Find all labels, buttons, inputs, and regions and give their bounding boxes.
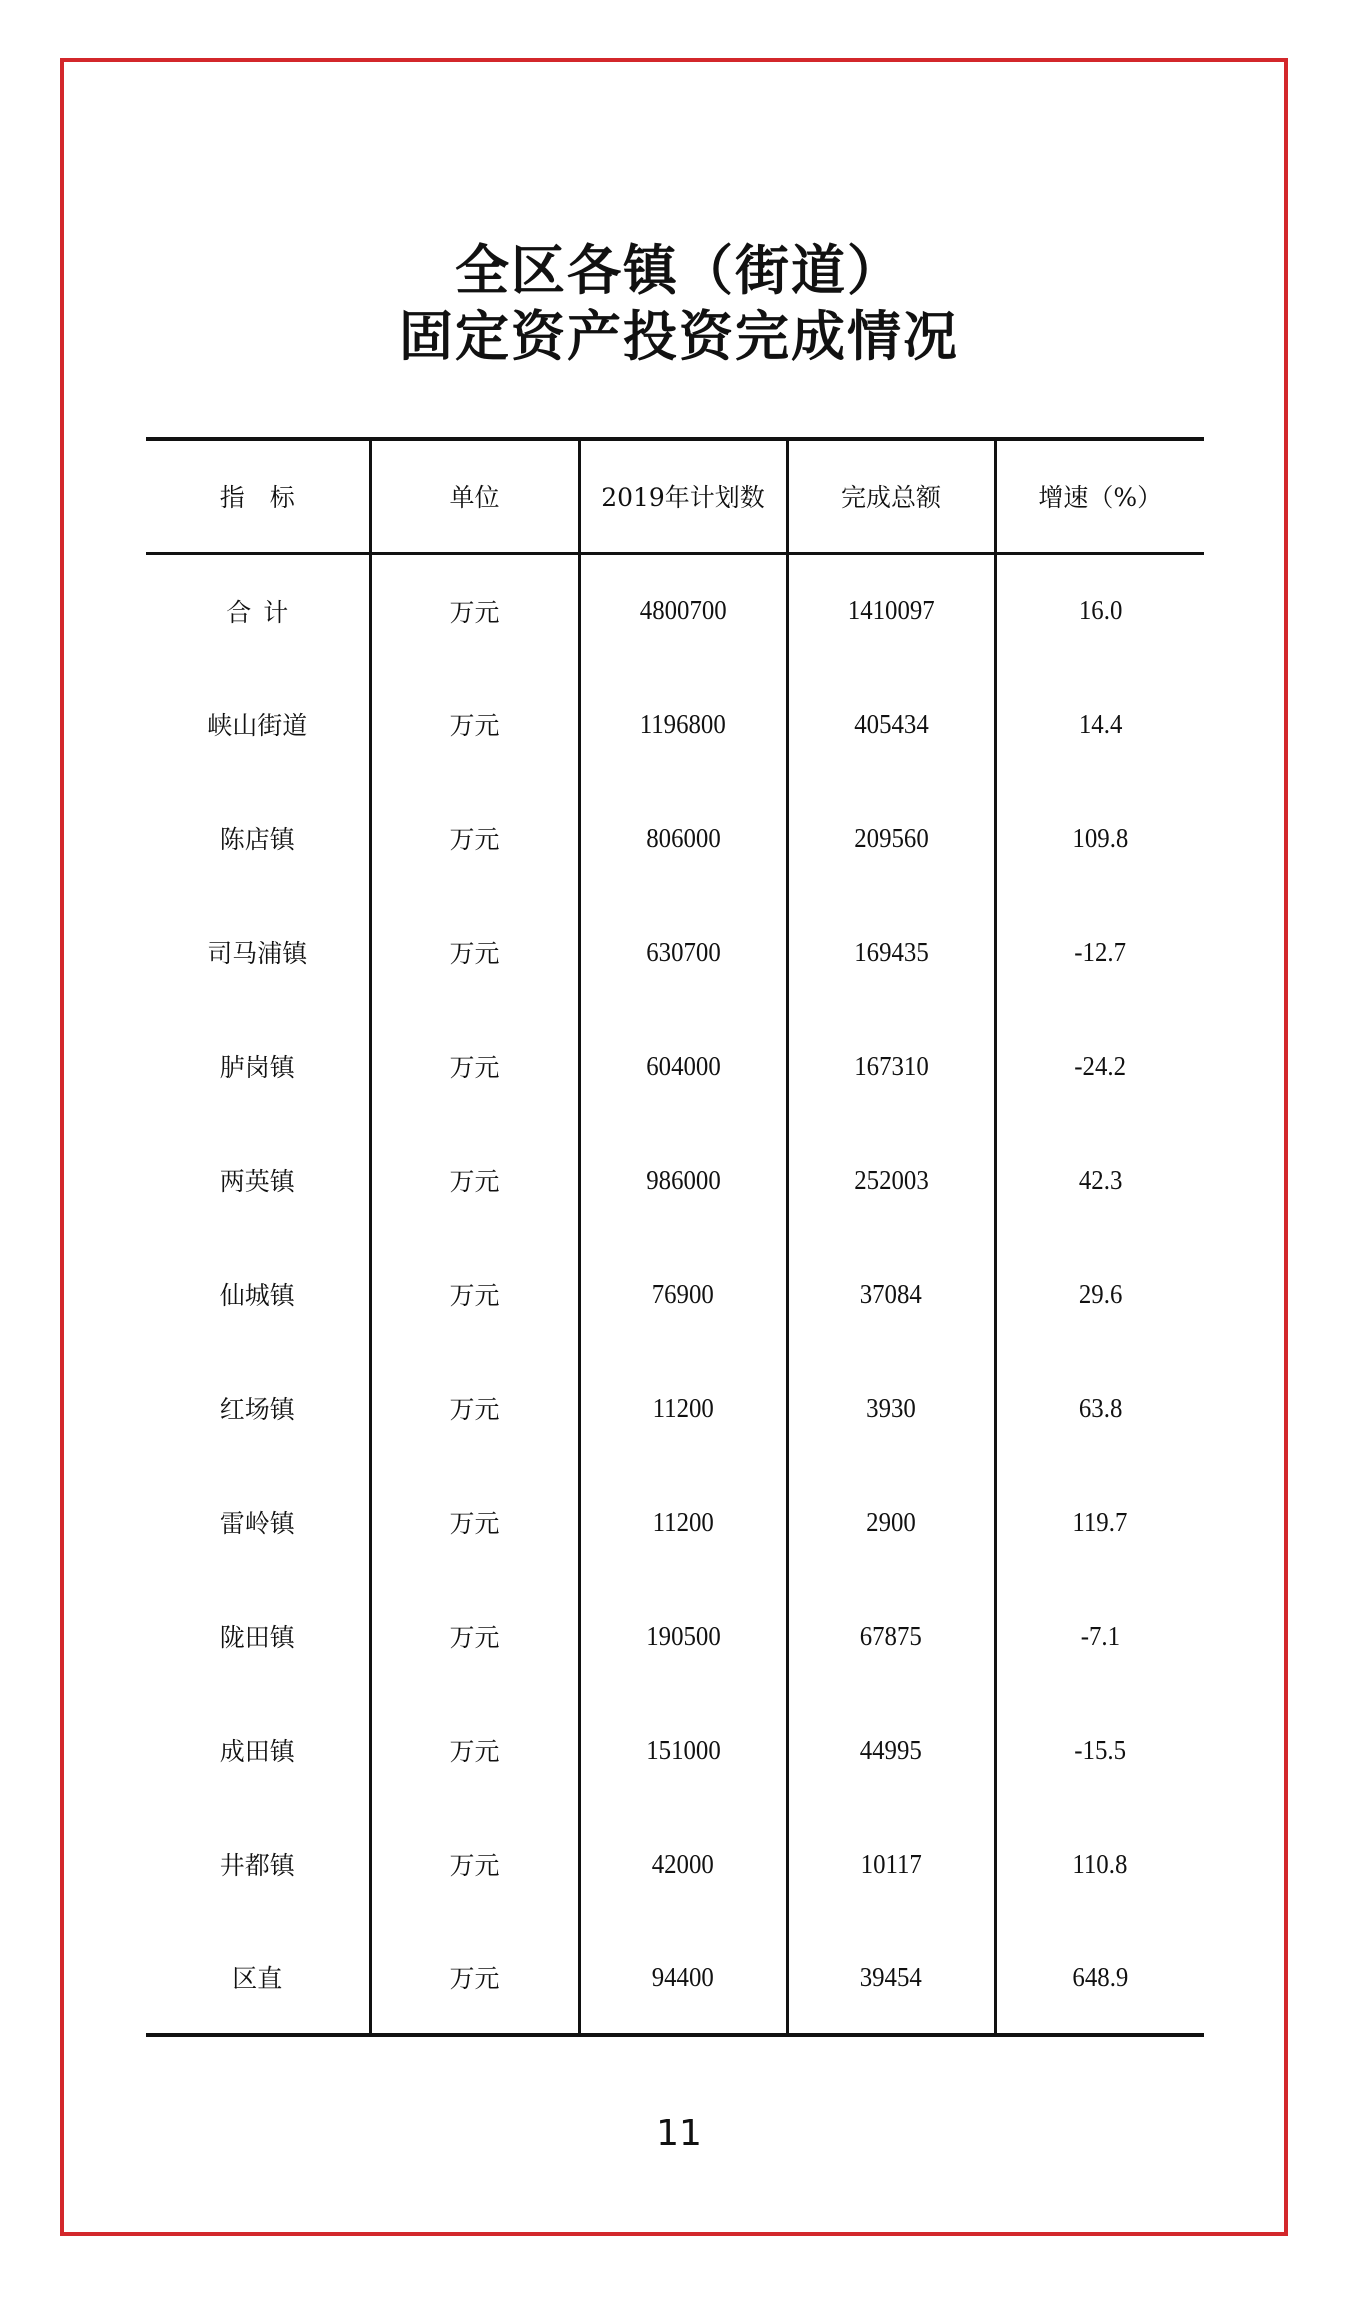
row-growth-cell xyxy=(995,781,1204,895)
table-row xyxy=(146,1237,1204,1351)
row-growth-cell xyxy=(995,1921,1204,2035)
row-completed-cell xyxy=(787,1351,995,1465)
row-indicator-cell xyxy=(146,1921,370,2035)
row-unit-cell xyxy=(370,781,579,895)
row-plan-cell-text: 11200 xyxy=(652,1506,714,1537)
row-growth-cell-text: 648.9 xyxy=(1072,1961,1129,1992)
row-growth-cell xyxy=(995,1807,1204,1921)
row-completed-cell xyxy=(787,1237,995,1351)
header-indicator: 指 标 xyxy=(146,439,370,553)
row-indicator-cell xyxy=(146,895,370,1009)
row-completed-cell-text: 405434 xyxy=(853,708,929,739)
row-indicator-cell xyxy=(146,1693,370,1807)
row-growth-cell-text: -24.2 xyxy=(1074,1050,1127,1081)
row-growth-cell-text: 14.4 xyxy=(1078,708,1122,739)
row-completed-cell xyxy=(787,1123,995,1237)
row-plan-cell-text: 986000 xyxy=(645,1164,721,1195)
table-row xyxy=(146,1123,1204,1237)
row-completed-cell xyxy=(787,1693,995,1807)
row-indicator-cell-text: 陇田镇 xyxy=(219,1623,295,1652)
table-row xyxy=(146,1465,1204,1579)
row-growth-cell-text: 42.3 xyxy=(1078,1164,1122,1195)
row-growth-cell xyxy=(995,1123,1204,1237)
row-indicator-cell xyxy=(146,667,370,781)
row-unit-cell-text: 万元 xyxy=(449,1737,500,1766)
row-plan-cell xyxy=(579,895,787,1009)
page-number: 11 xyxy=(656,2113,702,2154)
row-indicator-cell-text: 井都镇 xyxy=(219,1851,295,1880)
row-plan-cell-text: 190500 xyxy=(645,1620,721,1651)
row-completed-cell xyxy=(787,1465,995,1579)
row-indicator-cell xyxy=(146,1351,370,1465)
row-plan-cell-text: 630700 xyxy=(645,936,721,967)
row-growth-cell-text: -12.7 xyxy=(1074,936,1127,967)
row-plan-cell-text: 76900 xyxy=(651,1278,715,1309)
row-completed-cell-text: 37084 xyxy=(859,1278,923,1309)
table-row xyxy=(146,1921,1204,2035)
row-completed-cell-text: 10117 xyxy=(860,1848,922,1879)
row-plan-cell xyxy=(579,1693,787,1807)
row-completed-cell-text: 2900 xyxy=(866,1506,916,1537)
row-unit-cell-text: 万元 xyxy=(449,1281,500,1310)
header-completed-total: 完成总额 xyxy=(787,439,995,553)
row-completed-cell xyxy=(787,1009,995,1123)
row-plan-cell-text: 11200 xyxy=(652,1392,714,1423)
row-growth-cell-text: 63.8 xyxy=(1078,1392,1122,1423)
table-row xyxy=(146,895,1204,1009)
row-growth-cell xyxy=(995,895,1204,1009)
table-row xyxy=(146,553,1204,667)
row-completed-cell xyxy=(787,553,995,667)
row-indicator-cell xyxy=(146,781,370,895)
row-unit-cell xyxy=(370,1921,579,2035)
row-completed-cell-text: 252003 xyxy=(853,1164,929,1195)
row-growth-cell-text: -15.5 xyxy=(1074,1734,1127,1765)
row-completed-cell xyxy=(787,1807,995,1921)
table-row xyxy=(146,1351,1204,1465)
row-plan-cell xyxy=(579,1921,787,2035)
row-plan-cell-text: 806000 xyxy=(645,822,721,853)
row-indicator-cell xyxy=(146,1123,370,1237)
row-growth-cell-text: 119.7 xyxy=(1072,1506,1128,1537)
row-growth-cell xyxy=(995,1237,1204,1351)
row-unit-cell xyxy=(370,1807,579,1921)
row-plan-cell xyxy=(579,1123,787,1237)
row-unit-cell-text: 万元 xyxy=(449,1395,500,1424)
row-unit-cell-text: 万元 xyxy=(449,1167,500,1196)
row-plan-cell-text: 1196800 xyxy=(639,708,727,739)
row-plan-cell xyxy=(579,781,787,895)
row-indicator-cell xyxy=(146,1465,370,1579)
row-plan-cell-text: 94400 xyxy=(651,1961,715,1992)
row-growth-cell xyxy=(995,1009,1204,1123)
row-unit-cell xyxy=(370,667,579,781)
row-indicator-cell-text: 仙城镇 xyxy=(219,1281,295,1310)
row-unit-cell xyxy=(370,895,579,1009)
row-completed-cell xyxy=(787,1579,995,1693)
row-unit-cell xyxy=(370,1693,579,1807)
row-unit-cell xyxy=(370,1009,579,1123)
row-unit-cell-text: 万元 xyxy=(449,825,500,854)
row-indicator-cell-text: 成田镇 xyxy=(219,1737,295,1766)
table-row xyxy=(146,1693,1204,1807)
row-growth-cell-text: 109.8 xyxy=(1072,822,1129,853)
row-completed-cell-text: 44995 xyxy=(859,1734,923,1765)
row-indicator-cell-text: 两英镇 xyxy=(219,1167,295,1196)
row-growth-cell-text: -7.1 xyxy=(1080,1620,1120,1651)
row-indicator-cell-text: 雷岭镇 xyxy=(219,1509,295,1538)
table-row xyxy=(146,1579,1204,1693)
table-row xyxy=(146,1009,1204,1123)
row-completed-cell-text: 209560 xyxy=(853,822,929,853)
table-row xyxy=(146,667,1204,781)
row-growth-cell xyxy=(995,1351,1204,1465)
row-unit-cell xyxy=(370,1579,579,1693)
row-unit-cell-text: 万元 xyxy=(449,939,500,968)
row-indicator-cell-text: 峡山街道 xyxy=(207,711,308,740)
row-indicator-cell xyxy=(146,553,370,667)
row-unit-cell xyxy=(370,1351,579,1465)
table-header-row xyxy=(146,439,1204,553)
row-completed-cell-text: 67875 xyxy=(859,1620,923,1651)
header-growth-rate: 增速（%） xyxy=(995,439,1204,553)
row-plan-cell xyxy=(579,1237,787,1351)
row-plan-cell xyxy=(579,1351,787,1465)
row-plan-cell xyxy=(579,667,787,781)
row-plan-cell xyxy=(579,1465,787,1579)
table-row xyxy=(146,1807,1204,1921)
row-unit-cell-text: 万元 xyxy=(449,1851,500,1880)
row-plan-cell-text: 4800700 xyxy=(639,595,727,626)
row-completed-cell xyxy=(787,1921,995,2035)
row-indicator-cell xyxy=(146,1237,370,1351)
row-unit-cell-text: 万元 xyxy=(449,1623,500,1652)
table-row xyxy=(146,781,1204,895)
row-plan-cell-text: 151000 xyxy=(645,1734,721,1765)
investment-table xyxy=(146,437,1204,2037)
row-completed-cell xyxy=(787,667,995,781)
row-completed-cell-text: 167310 xyxy=(853,1050,929,1081)
row-indicator-cell-text: 合计 xyxy=(226,597,301,627)
row-growth-cell xyxy=(995,1693,1204,1807)
row-growth-cell xyxy=(995,1579,1204,1693)
row-indicator-cell xyxy=(146,1807,370,1921)
row-unit-cell-text: 万元 xyxy=(449,1964,500,1993)
row-plan-cell xyxy=(579,1009,787,1123)
page-title-line-2: 固定资产投资完成情况 xyxy=(399,304,959,368)
row-completed-cell-text: 169435 xyxy=(853,936,929,967)
row-unit-cell-text: 万元 xyxy=(449,597,500,627)
row-growth-cell-text: 29.6 xyxy=(1078,1278,1122,1309)
table-body xyxy=(146,553,1204,2035)
row-plan-cell xyxy=(579,553,787,667)
header-unit: 单位 xyxy=(370,439,579,553)
row-completed-cell-text: 1410097 xyxy=(847,595,935,626)
row-indicator-cell-text: 司马浦镇 xyxy=(207,939,308,968)
row-unit-cell xyxy=(370,1123,579,1237)
row-unit-cell-text: 万元 xyxy=(449,1053,500,1082)
row-plan-cell xyxy=(579,1579,787,1693)
row-growth-cell xyxy=(995,553,1204,667)
row-indicator-cell-text: 红场镇 xyxy=(219,1395,295,1424)
row-unit-cell-text: 万元 xyxy=(449,711,500,740)
row-growth-cell-text: 110.8 xyxy=(1072,1848,1128,1879)
row-unit-cell xyxy=(370,553,579,667)
row-growth-cell xyxy=(995,1465,1204,1579)
page-title-line-1: 全区各镇（街道） xyxy=(455,238,903,302)
row-unit-cell xyxy=(370,1465,579,1579)
row-unit-cell xyxy=(370,1237,579,1351)
row-indicator-cell-text: 胪岗镇 xyxy=(219,1053,295,1082)
row-indicator-cell xyxy=(146,1579,370,1693)
row-completed-cell xyxy=(787,895,995,1009)
row-indicator-cell-text: 陈店镇 xyxy=(219,825,295,854)
row-completed-cell xyxy=(787,781,995,895)
row-plan-cell-text: 604000 xyxy=(645,1050,721,1081)
row-indicator-cell-text: 区直 xyxy=(232,1964,283,1993)
row-completed-cell-text: 3930 xyxy=(866,1392,916,1423)
row-completed-cell-text: 39454 xyxy=(859,1961,923,1992)
header-plan-2019: 2019年计划数 xyxy=(579,439,787,553)
row-growth-cell-text: 16.0 xyxy=(1078,595,1122,626)
row-plan-cell xyxy=(579,1807,787,1921)
row-plan-cell-text: 42000 xyxy=(651,1848,715,1879)
row-unit-cell-text: 万元 xyxy=(449,1509,500,1538)
row-indicator-cell xyxy=(146,1009,370,1123)
row-growth-cell xyxy=(995,667,1204,781)
